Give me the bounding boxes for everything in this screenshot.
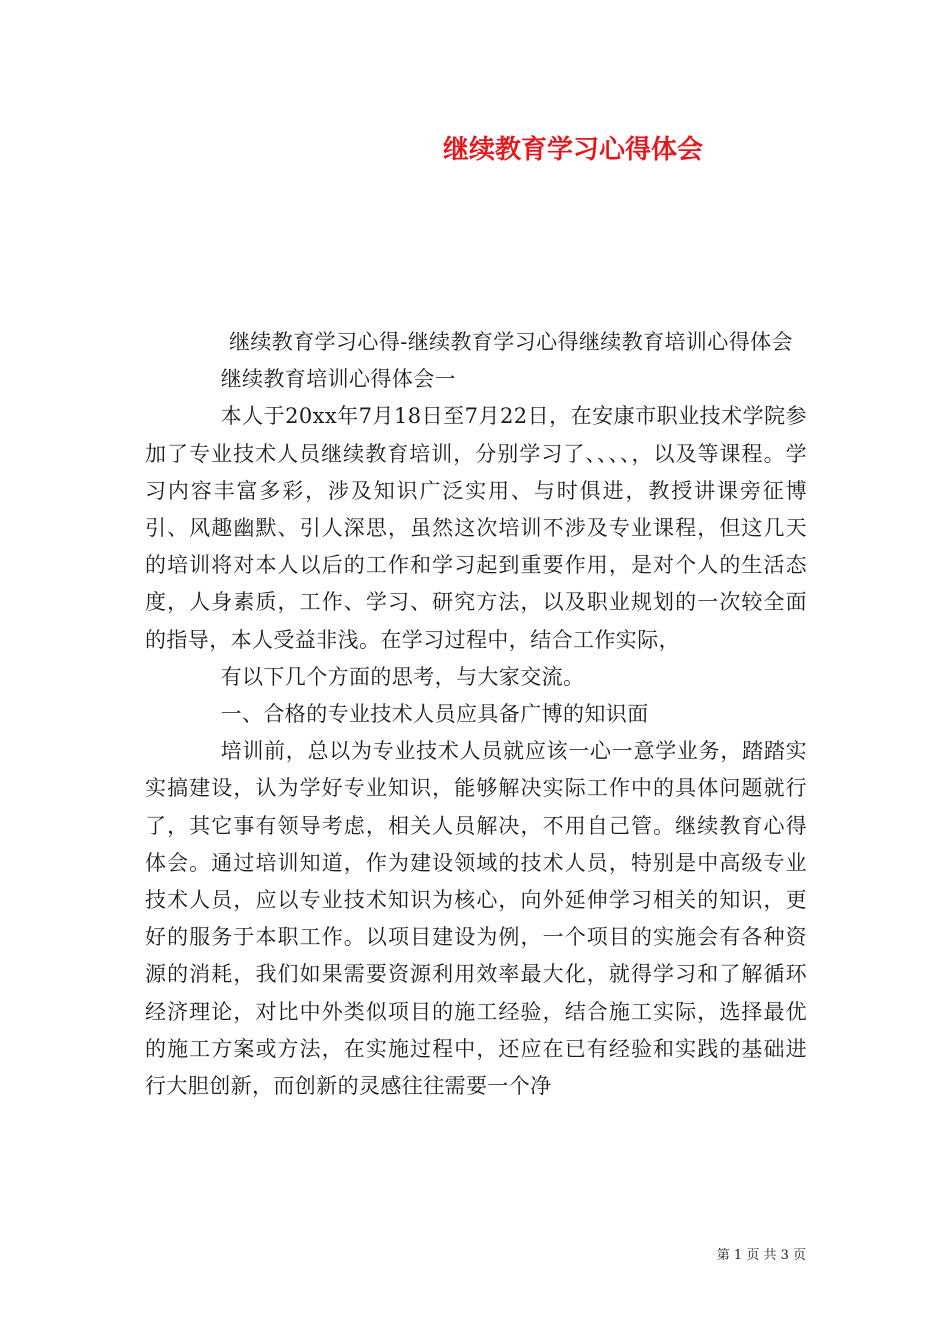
paragraph-training: 培训前，总以为专业技术人员就应该一心一意学业务，踏踏实实搞建设，认为学好专业知识，能够解决实际工作中的具体问题就行了，其它事有领导考虑，相关人员解决，不用自己管。继续教育心得体会。通过培训知道，作为建设领域的技术人员，特别是中高级专业技术人员，应以专业技术知识为核心，向外延伸学习相关的知识，更好的服务于本职工作。以项目建设为例，一个项目的实施会有各种资源的消耗，我们如果需要资源利用效率最大化，就得学习和了解循环经济理论，对比中外类似项目的施工经验，结合施工实际，选择最优的施工方案或方法，在实施过程中，还应在已有经验和实践的基础进行大胆创新，而创新的灵感往往需要一个净 <box>145 739 807 1099</box>
document-title: 继续教育学习心得体会 <box>442 135 703 165</box>
paragraph-intro: 本人于20xx年7月18日至7月22日，在安康市职业技术学院参加了专业技术人员继续教育培训，分别学习了、、、、，以及等课程。学习内容丰富多彩，涉及知识广泛实用、与时俱进，教授讲课旁征博引、风趣幽默、引人深思，虽然这次培训不涉及专业课程，但这几天的培训将对本人以后的工作和学习起到重要作用，是对个人的生活态度，人身素质，工作、学习、研究方法，以及职业规划的一次较全面的指导，本人受益非浅。在学习过程中，结合工作实际， <box>145 404 807 652</box>
paragraph-heading-one: 一、合格的专业技术人员应具备广博的知识面 <box>220 702 649 727</box>
paragraph-subtitle: 继续教育学习心得-继续教育学习心得继续教育培训心得体会 <box>229 330 793 354</box>
paragraph-section-heading: 继续教育培训心得体会一 <box>220 367 456 392</box>
document-body <box>145 324 807 1105</box>
paragraph-thoughts: 有以下几个方面的思考，与大家交流。 <box>220 664 585 689</box>
page-number: 第 1 页 共 3 页 <box>716 1248 806 1263</box>
